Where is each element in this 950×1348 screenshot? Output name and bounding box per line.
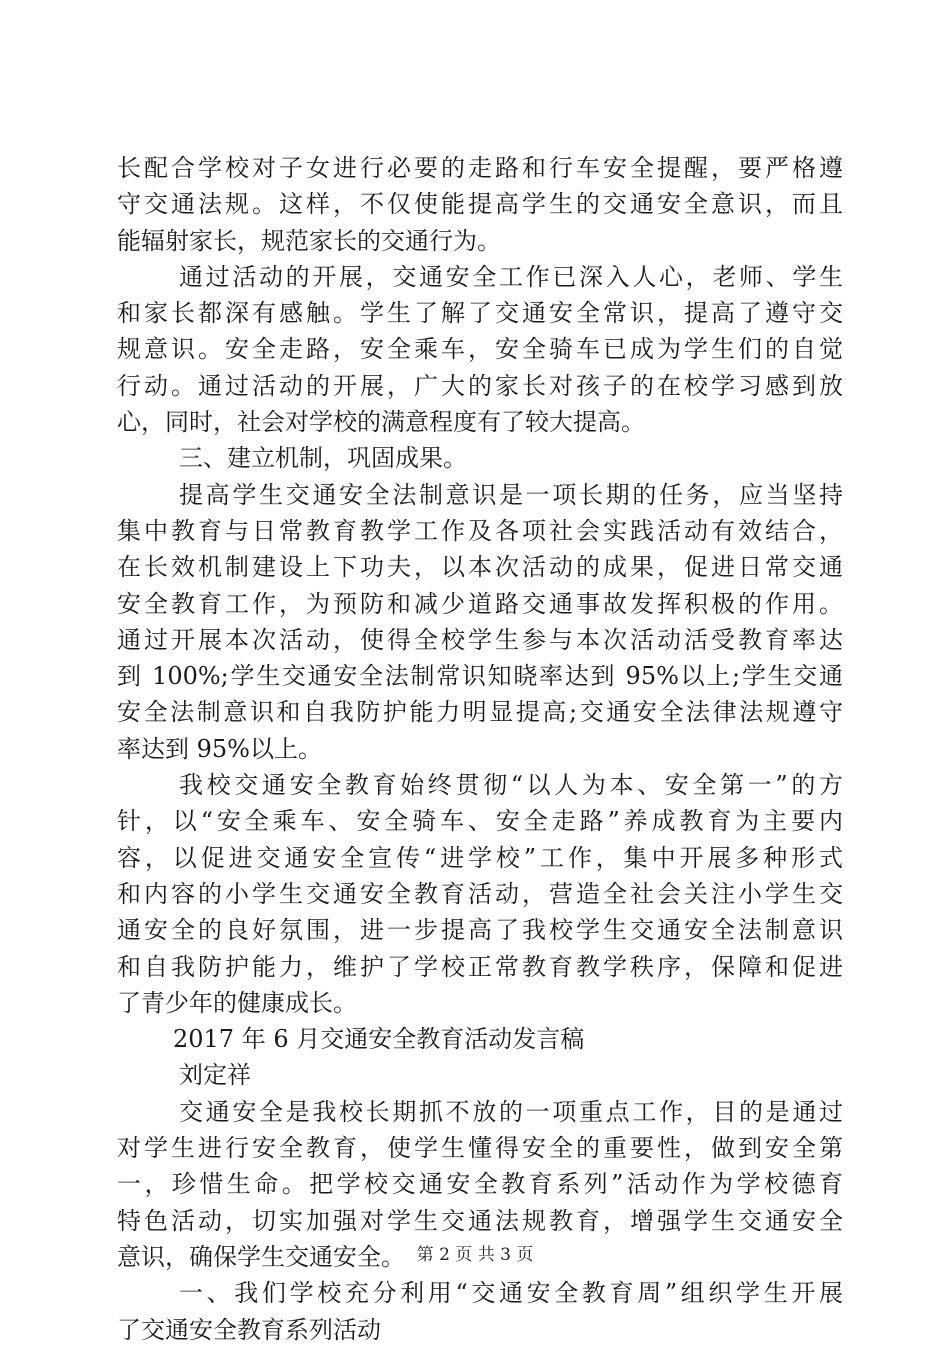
text-line: 安全法制意识和自我防护能力明显提高;交通安全法律法规遵守 (117, 698, 843, 727)
text-line: 通安全的良好氛围，进一步提高了我校学生交通安全法制意识 (117, 916, 843, 945)
document-body (117, 150, 843, 1348)
text-line: 了青少年的健康成长。 (117, 988, 357, 1017)
text-line: 安全教育工作，为预防和减少道路交通事故发挥积极的作用。 (117, 589, 843, 618)
text-line: 意识，确保学生交通安全。 (117, 1242, 405, 1271)
text-line: 规意识。安全走路，安全乘车，安全骑车已成为学生们的自觉 (117, 335, 843, 364)
text-line: 到 100%;学生交通安全法制常识知晓率达到 95%以上;学生交通 (117, 662, 843, 691)
text-line: 针，以“安全乘车、安全骑车、安全走路”养成教育为主要内 (117, 807, 843, 836)
text-line: 和家长都深有感触。学生了解了交通安全常识，提高了遵守交 (117, 299, 843, 328)
text-line: 和自我防护能力，维护了学校正常教育教学秩序，保障和促进 (117, 952, 843, 981)
text-line: 三、建立机制，巩固成果。 (179, 444, 467, 473)
text-line: 提高学生交通安全法制意识是一项长期的任务，应当坚持 (179, 480, 843, 509)
text-line: 在长效机制建设上下功夫，以本次活动的成果，促进日常交通 (117, 553, 843, 582)
text-line: 一、我们学校充分利用“交通安全教育周”组织学生开展 (179, 1279, 843, 1308)
text-line: 容，以促进交通安全宣传“进学校”工作，集中开展多种形式 (117, 843, 843, 872)
text-line: 了交通安全教育系列活动 (117, 1315, 381, 1344)
text-line: 率达到 95%以上。 (117, 734, 322, 763)
text-line: 2017 年 6 月交通安全教育活动发言稿 (173, 1025, 585, 1054)
text-line: 通过活动的开展，交通安全工作已深入人心，老师、学生 (179, 262, 843, 291)
text-line: 通过开展本次活动，使得全校学生参与本次活动活受教育率达 (117, 625, 843, 654)
page-number-footer: 第 2 页 共 3 页 (416, 1245, 534, 1265)
text-line: 心，同时，社会对学校的满意程度有了较大提高。 (117, 408, 645, 437)
text-line: 守交通法规。这样，不仅使能提高学生的交通安全意识，而且 (117, 190, 843, 219)
text-line: 长配合学校对子女进行必要的走路和行车安全提醒，要严格遵 (117, 154, 843, 182)
text-line: 集中教育与日常教育教学工作及各项社会实践活动有效结合， (117, 516, 843, 545)
text-line: 交通安全是我校长期抓不放的一项重点工作，目的是通过 (179, 1097, 843, 1126)
text-line: 刘定祥 (179, 1061, 251, 1090)
text-line: 对学生进行安全教育，使学生懂得安全的重要性，做到安全第 (117, 1134, 843, 1163)
text-line: 一，珍惜生命。把学校交通安全教育系列”活动作为学校德育 (117, 1170, 843, 1199)
text-line: 行动。通过活动的开展，广大的家长对孩子的在校学习感到放 (117, 371, 843, 400)
text-line: 我校交通安全教育始终贯彻“以人为本、安全第一”的方 (179, 771, 843, 800)
text-line: 特色活动，切实加强对学生交通法规教育，增强学生交通安全 (117, 1206, 843, 1235)
text-line: 和内容的小学生交通安全教育活动，营造全社会关注小学生交 (117, 879, 843, 908)
text-line: 能辐射家长，规范家长的交通行为。 (117, 226, 501, 255)
